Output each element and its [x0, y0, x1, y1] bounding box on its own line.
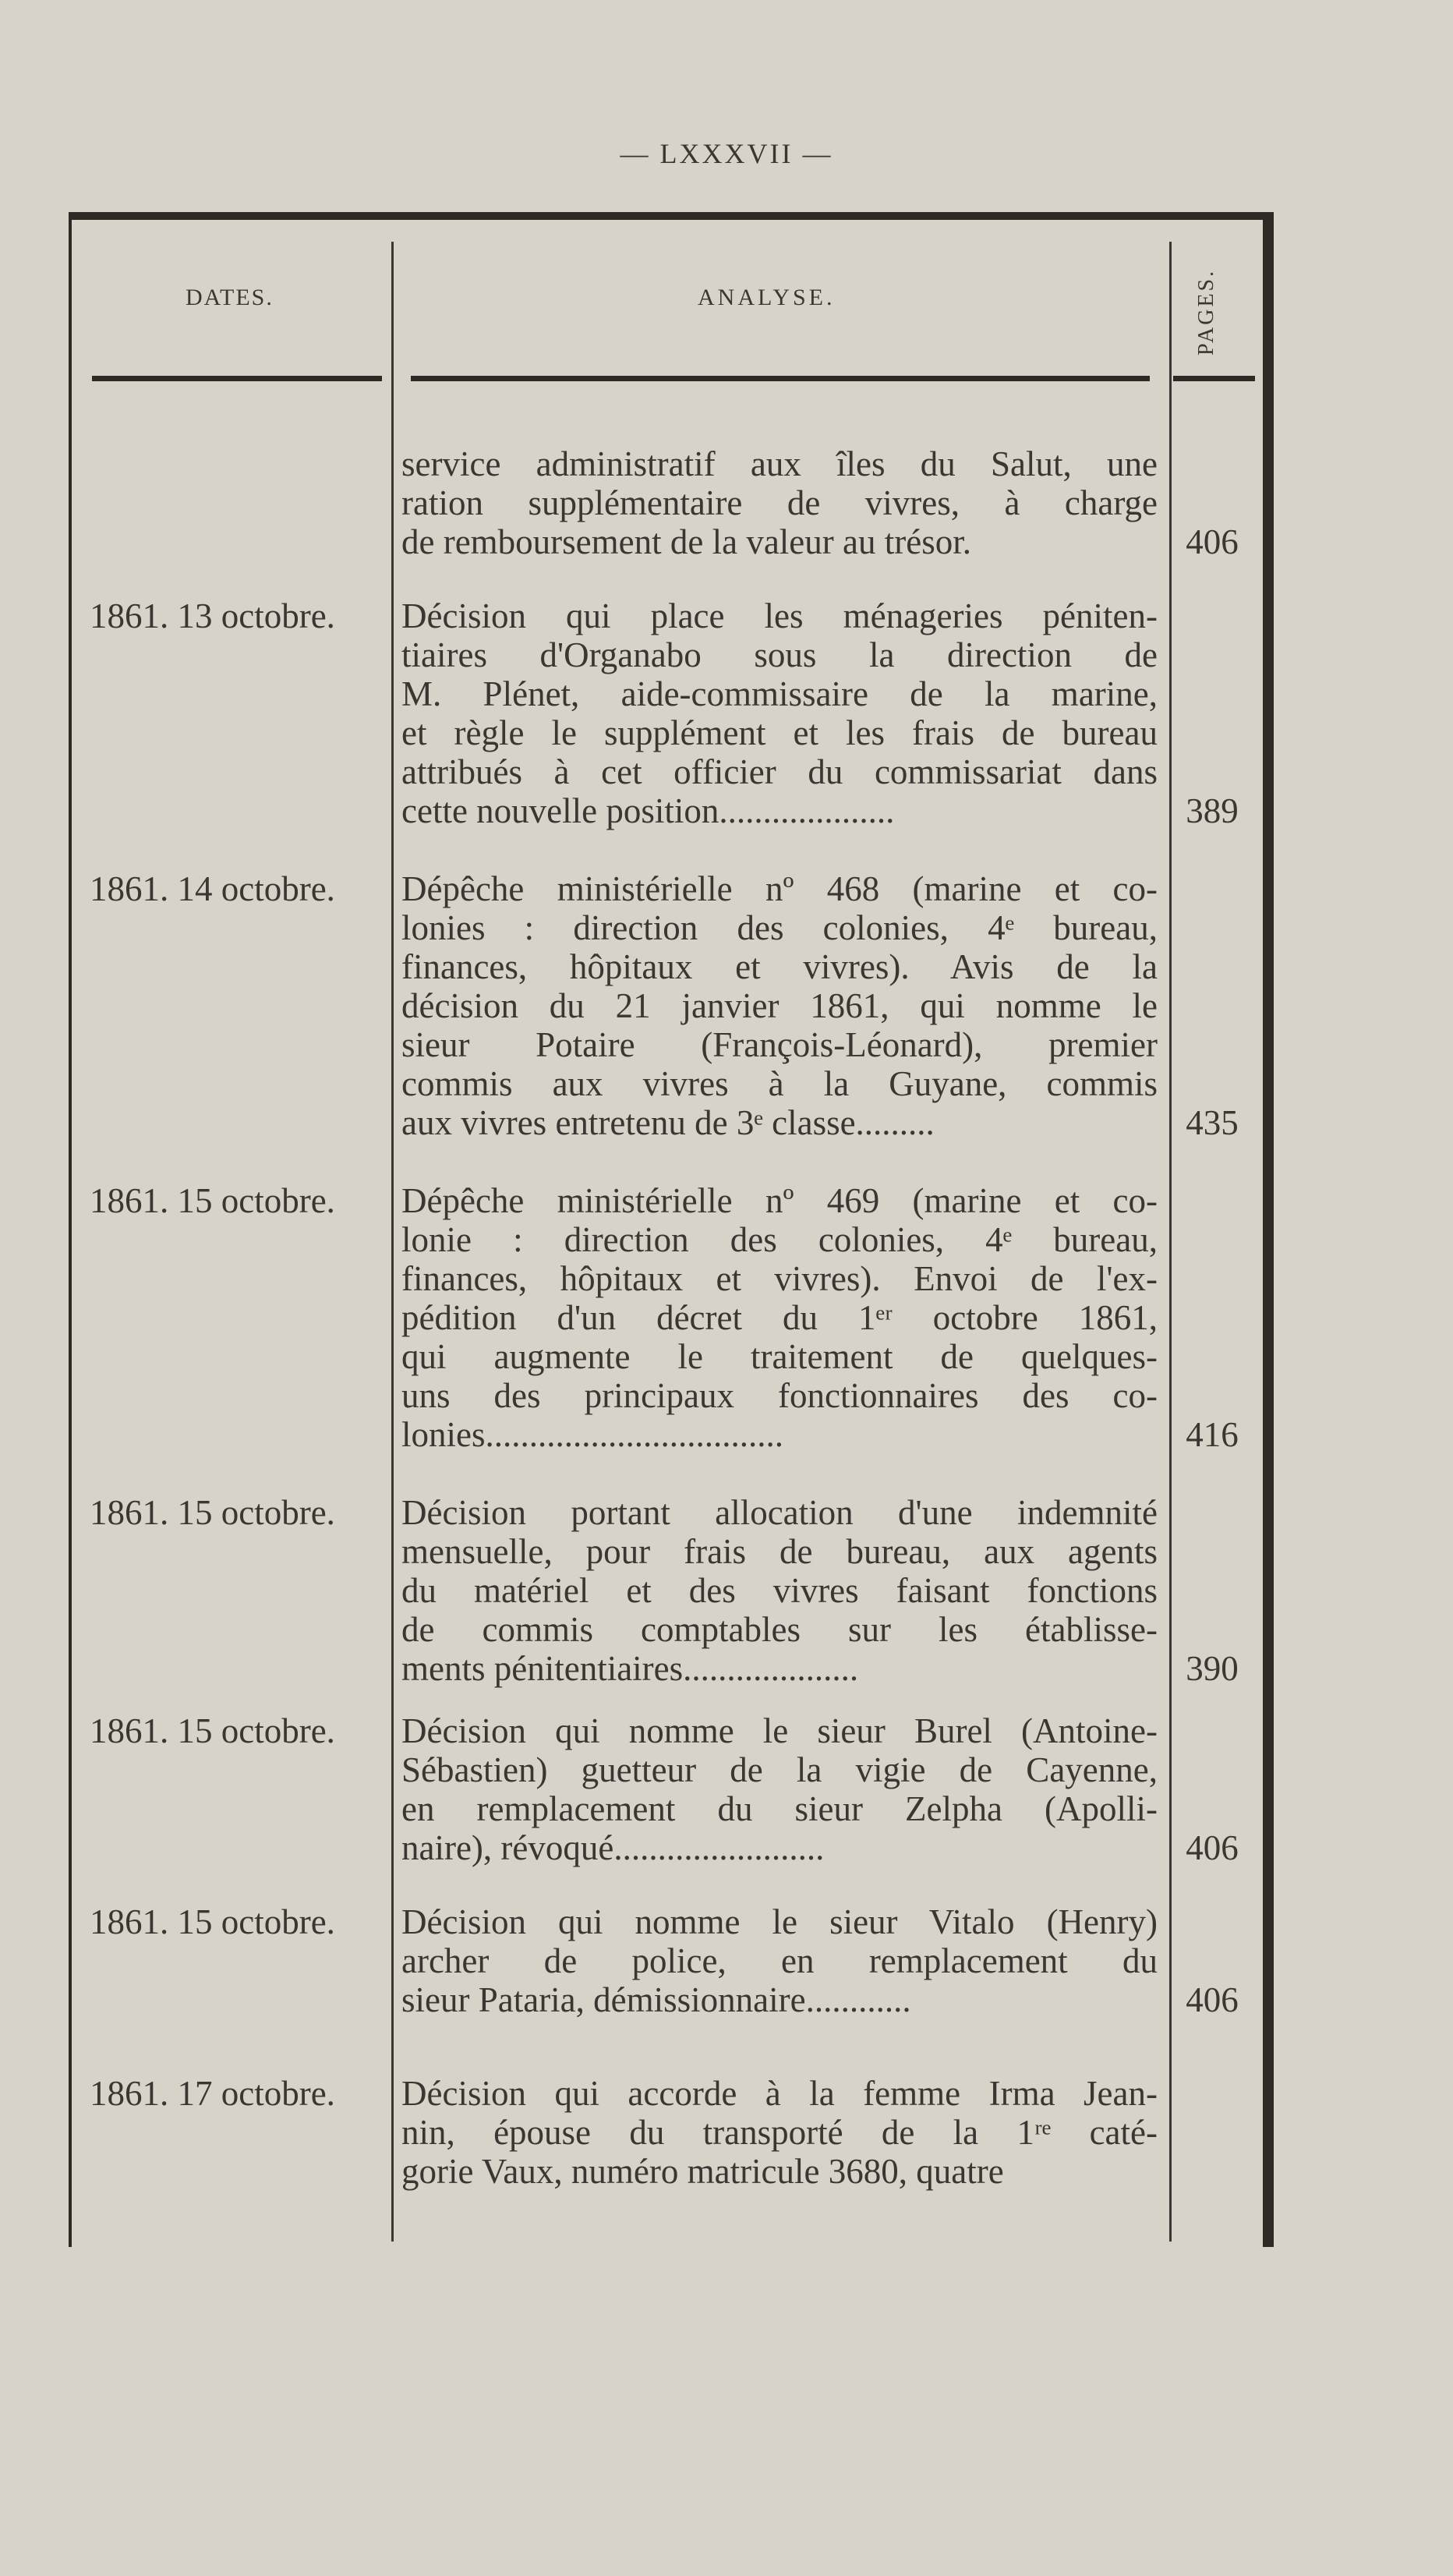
page-number: 390 — [1186, 1649, 1239, 1688]
page-number: 406 — [1186, 1828, 1239, 1867]
analyse-line: Décision qui nomme le sieur Vitalo (Henry) — [401, 1902, 1158, 1941]
analyse-line: Décision qui place les ménageries péniten- — [401, 596, 1158, 635]
analyse-line: Dépêche ministérielle nº 468 (marine et co- — [401, 869, 1158, 908]
page-number: 416 — [1186, 1415, 1239, 1454]
analyse-line: lonie : direction des colonies, 4ᵉ bureau, — [401, 1220, 1158, 1259]
column-divider-2 — [1169, 242, 1172, 2242]
entry-date: 1861. 17 octobre. — [90, 2074, 335, 2113]
analyse-line: cette nouvelle position.................... — [401, 791, 895, 830]
analyse-line: tiaires d'Organabo sous la direction de — [401, 635, 1158, 674]
analyse-line: lonies : direction des colonies, 4ᵉ bureau, — [401, 908, 1158, 947]
analyse-line: qui augmente le traitement de quelques- — [401, 1337, 1158, 1376]
entry-date: 1861. 15 octobre. — [90, 1493, 335, 1532]
analyse-line: ration supplémentaire de vivres, à charge — [401, 483, 1158, 522]
page-header: — LXXXVII — — [620, 138, 833, 169]
column-header-analyse: ANALYSE. — [698, 285, 836, 310]
analyse-line: décision du 21 janvier 1861, qui nomme le — [401, 986, 1158, 1025]
entry-date: 1861. 13 octobre. — [90, 596, 335, 635]
analyse-line: Dépêche ministérielle nº 469 (marine et co- — [401, 1181, 1158, 1220]
header-rule-dates — [92, 376, 382, 381]
analyse-line: finances, hôpitaux et vivres). Envoi de l'ex- — [401, 1259, 1158, 1298]
page-number: 406 — [1186, 522, 1239, 561]
page-number: 389 — [1186, 791, 1239, 830]
analyse-line: Décision portant allocation d'une indemnité — [401, 1493, 1158, 1532]
entry-date: 1861. 14 octobre. — [90, 869, 335, 908]
analyse-line: gorie Vaux, numéro matricule 3680, quatre — [401, 2152, 1004, 2191]
analyse-line: attribués à cet officier du commissariat dans — [401, 752, 1158, 791]
column-divider-1 — [391, 242, 394, 2242]
analyse-line: naire), révoqué........................ — [401, 1828, 825, 1867]
column-header-dates: DATES. — [186, 285, 274, 310]
analyse-line: finances, hôpitaux et vivres). Avis de la — [401, 947, 1158, 986]
analyse-line: ments pénitentiaires.................... — [401, 1649, 859, 1688]
analyse-line: sieur Pataria, démissionnaire............ — [401, 1980, 911, 2019]
entry-date: 1861. 15 octobre. — [90, 1181, 335, 1220]
analyse-line: en remplacement du sieur Zelpha (Apolli- — [401, 1789, 1158, 1828]
analyse-line: de commis comptables sur les établisse- — [401, 1610, 1158, 1649]
analyse-line: pédition d'un décret du 1ᵉʳ octobre 1861, — [401, 1298, 1158, 1337]
entry-date: 1861. 15 octobre. — [90, 1711, 335, 1750]
header-rule-analyse — [411, 376, 1150, 381]
analyse-line: Décision qui accorde à la femme Irma Jean- — [401, 2074, 1158, 2113]
analyse-line: et règle le supplément et les frais de bureau — [401, 713, 1158, 752]
analyse-line: M. Plénet, aide-commissaire de la marine, — [401, 674, 1158, 713]
header-rule-pages — [1173, 376, 1255, 381]
page-number: 435 — [1186, 1103, 1239, 1142]
analyse-line: de remboursement de la valeur au trésor. — [401, 522, 971, 561]
page-number: 406 — [1186, 1980, 1239, 2019]
analyse-line: archer de police, en remplacement du — [401, 1941, 1158, 1980]
analyse-line: du matériel et des vivres faisant fonctions — [401, 1571, 1158, 1610]
analyse-line: sieur Potaire (François-Léonard), premier — [401, 1025, 1158, 1064]
analyse-line: nin, épouse du transporté de la 1ʳᵉ caté- — [401, 2113, 1158, 2152]
analyse-line: mensuelle, pour frais de bureau, aux agents — [401, 1532, 1158, 1571]
analyse-line: Sébastien) guetteur de la vigie de Cayenne, — [401, 1750, 1158, 1789]
analyse-line: aux vivres entretenu de 3ᵉ classe......... — [401, 1103, 935, 1142]
analyse-line: uns des principaux fonctionnaires des co- — [401, 1376, 1158, 1415]
entry-date: 1861. 15 octobre. — [90, 1902, 335, 1941]
analyse-line: commis aux vivres à la Guyane, commis — [401, 1064, 1158, 1103]
analyse-line: service administratif aux îles du Salut, une — [401, 444, 1158, 483]
analyse-line: lonies.................................. — [401, 1415, 783, 1454]
analyse-line: Décision qui nomme le sieur Burel (Antoine- — [401, 1711, 1158, 1750]
column-header-pages: PAGES. — [1194, 268, 1218, 356]
